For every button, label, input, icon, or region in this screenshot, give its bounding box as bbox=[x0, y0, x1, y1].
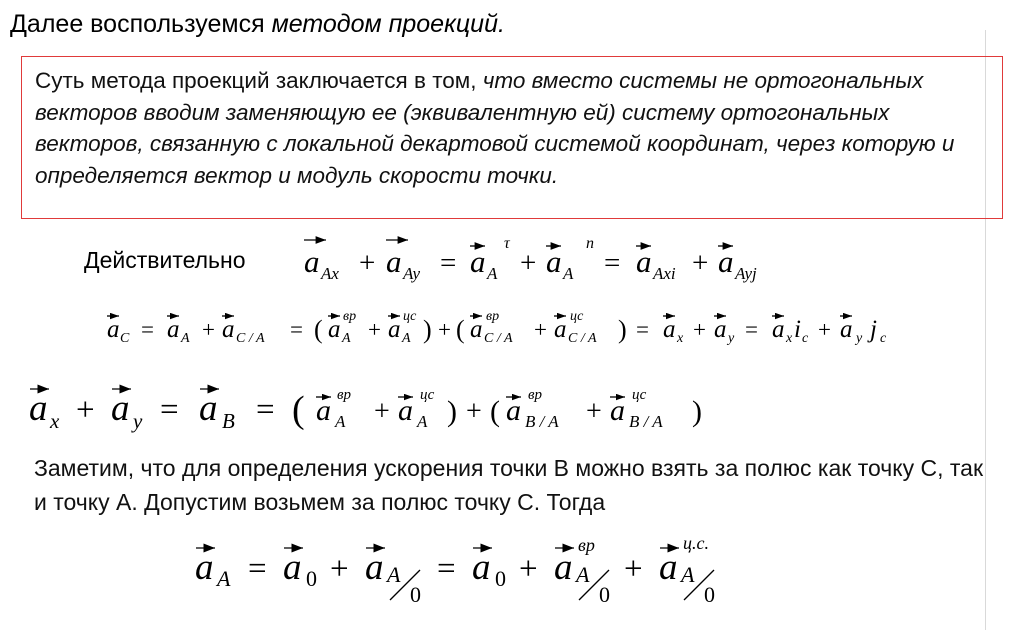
eq2-a-x: a bbox=[663, 316, 676, 343]
eq4-frac-0-3: 0 bbox=[704, 582, 715, 607]
eq2-sub-a-1: A bbox=[181, 331, 190, 346]
eq1-plus-2: + bbox=[520, 247, 537, 279]
equation-point-c bbox=[100, 304, 930, 354]
eq2-eq-3: = bbox=[636, 317, 649, 342]
eq2-sup-ts-2: цс bbox=[570, 309, 584, 324]
eq4-sup-vr: вр bbox=[578, 535, 595, 555]
eq2-eq-1: = bbox=[141, 317, 154, 342]
eq1-sub-a-2: A bbox=[563, 264, 574, 283]
eq2-sub-c: C bbox=[120, 331, 130, 346]
eq2-lparen-1: ( bbox=[314, 315, 323, 344]
note-paragraph: Заметим, что для определения ускорения точки В можно взять за полюс как точку С, так и точку А. Допустим возьмем за полюс точку С. Тогда bbox=[34, 455, 984, 515]
eq3-rparen-2: ) bbox=[692, 395, 702, 428]
eq2-sub-x-2: x bbox=[786, 331, 793, 346]
eq3-sup-ts-1: цс bbox=[420, 387, 435, 403]
eq4-eq-1: = bbox=[248, 551, 267, 587]
eq3-plus-4: + bbox=[586, 396, 602, 427]
eq4-plus-1: + bbox=[330, 551, 349, 587]
eq4-a-a: a bbox=[195, 547, 214, 588]
eq3-a-ts-ba: a bbox=[610, 394, 625, 427]
eq4-plus-2: + bbox=[519, 551, 538, 587]
eq2-plus-2: + bbox=[368, 317, 381, 342]
eq3-sub-b: B bbox=[222, 409, 235, 433]
eq4-frac-a-3: A bbox=[681, 562, 695, 587]
eq1-a-ax: a bbox=[304, 244, 320, 279]
eq1-a-n: a bbox=[546, 244, 562, 279]
eq2-unit-i: i bbox=[794, 316, 801, 343]
eq2-a-ts: a bbox=[388, 316, 401, 343]
equation-pole-c bbox=[190, 530, 750, 630]
definition-emphasis: что вместо системы не ортогональных векторов вводим заменяющую ее (эквивалентную ей) систему ортогональных векторов, связанную с локальной декартовой системой координат, через которую и определяется вектор и модуль скорости точки. bbox=[35, 68, 955, 188]
definition-box bbox=[21, 56, 1003, 219]
eq2-plus-3: + bbox=[438, 317, 451, 342]
eq4-sub-0-2: 0 bbox=[495, 566, 506, 591]
eq2-plus-6: + bbox=[818, 317, 831, 342]
eq4-sup-tsc: ц.с. bbox=[683, 533, 709, 553]
eq3-a-vr: a bbox=[316, 394, 331, 427]
eq2-plus-4: + bbox=[534, 317, 547, 342]
eq1-sub-ax: Ax bbox=[321, 264, 339, 283]
eq2-sub-a-3: A bbox=[402, 331, 411, 346]
eq2-sub-ca-2: C / A bbox=[484, 331, 513, 346]
eq3-plus-2: + bbox=[374, 396, 390, 427]
eq1-plus-1: + bbox=[359, 247, 376, 279]
eq3-eq-1: = bbox=[160, 392, 179, 428]
eq2-a-c: a bbox=[107, 316, 120, 343]
eq2-sup-vr-1: вр bbox=[343, 309, 357, 324]
eq1-sub-a-1: A bbox=[487, 264, 498, 283]
eq2-sub-a-2: A bbox=[342, 331, 351, 346]
eq4-a-tsc: a bbox=[659, 547, 678, 588]
eq2-sub-x: x bbox=[677, 331, 684, 346]
equation-point-b bbox=[20, 375, 740, 445]
eq3-rparen-1: ) bbox=[447, 395, 457, 428]
eq3-a-vr-ba: a bbox=[506, 394, 521, 427]
eq4-a-0: a bbox=[283, 547, 302, 588]
eq2-unit-j: j bbox=[870, 316, 877, 343]
eq2-rparen-2: ) bbox=[618, 315, 627, 344]
eq2-a-y: a bbox=[714, 316, 727, 343]
eq2-plus-5: + bbox=[693, 317, 706, 342]
eq3-sub-ba-2: B / A bbox=[629, 412, 663, 431]
definition-lead: Суть метода проекций заключается в том, bbox=[35, 68, 477, 93]
eq2-sub-y: y bbox=[728, 331, 735, 346]
slide-heading bbox=[10, 10, 505, 39]
eq3-sub-a-2: A bbox=[417, 412, 428, 431]
eq1-eq-2: = bbox=[604, 247, 621, 279]
eq4-a-a0: a bbox=[365, 547, 384, 588]
eq1-sub-ayj: Ayj bbox=[735, 264, 757, 283]
eq3-eq-2: = bbox=[256, 392, 275, 428]
eq4-sub-a: A bbox=[217, 566, 231, 591]
eq3-lparen-2: ( bbox=[490, 395, 500, 428]
eq2-lparen-2: ( bbox=[456, 315, 465, 344]
eq3-sub-ba-1: B / A bbox=[525, 412, 559, 431]
indeed-label: Действительно bbox=[84, 247, 246, 273]
eq2-a-y-jc: a bbox=[840, 316, 853, 343]
heading-emphasis: методом проекций. bbox=[271, 10, 505, 38]
eq2-unit-j-sub: c bbox=[880, 331, 887, 346]
eq2-sub-ca-1: C / A bbox=[236, 331, 265, 346]
eq1-sup-n: n bbox=[586, 235, 594, 252]
eq3-a-x: a bbox=[29, 388, 48, 429]
eq3-sup-vr-1: вр bbox=[337, 387, 352, 403]
eq3-plus-1: + bbox=[76, 392, 95, 428]
eq2-a-vr: a bbox=[328, 316, 341, 343]
eq4-frac-a-1: A bbox=[387, 562, 401, 587]
eq3-a-ts: a bbox=[398, 394, 413, 427]
heading-lead: Далее воспользуемся bbox=[10, 10, 265, 38]
eq3-sup-vr-2: вр bbox=[528, 387, 543, 403]
eq2-a-vr-ca: a bbox=[470, 316, 483, 343]
eq3-lparen-1: ( bbox=[292, 389, 305, 431]
eq2-plus-1: + bbox=[202, 317, 215, 342]
eq3-sub-y: y bbox=[133, 409, 143, 433]
eq1-a-ay: a bbox=[386, 244, 402, 279]
eq3-a-y: a bbox=[111, 388, 130, 429]
eq2-unit-i-sub: c bbox=[802, 331, 809, 346]
eq2-sup-ts-1: цс bbox=[403, 309, 417, 324]
eq1-plus-3: + bbox=[692, 247, 709, 279]
eq2-sub-ca-3: C / A bbox=[568, 331, 597, 346]
eq4-sub-0-1: 0 bbox=[306, 566, 317, 591]
eq3-plus-3: + bbox=[466, 396, 482, 427]
eq2-eq-2: = bbox=[290, 317, 303, 342]
eq2-rparen-1: ) bbox=[423, 315, 432, 344]
eq2-a-ca: a bbox=[222, 316, 235, 343]
eq1-sup-tau: τ bbox=[504, 235, 510, 252]
eq1-a-tau: a bbox=[470, 244, 486, 279]
eq1-sub-axi: Axi bbox=[653, 264, 676, 283]
eq4-a-0-2: a bbox=[472, 547, 491, 588]
eq2-sup-vr-2: вр bbox=[486, 309, 500, 324]
eq2-a-x-ic: a bbox=[772, 316, 785, 343]
eq4-eq-2: = bbox=[437, 551, 456, 587]
eq3-sub-x: x bbox=[50, 409, 60, 433]
eq4-plus-3: + bbox=[624, 551, 643, 587]
equation-acceleration-components bbox=[290, 228, 810, 298]
eq3-sub-a-1: A bbox=[335, 412, 346, 431]
eq4-frac-a-2: A bbox=[576, 562, 590, 587]
eq1-a-ayj: a bbox=[718, 244, 734, 279]
eq3-sup-ts-2: цс bbox=[632, 387, 647, 403]
eq1-eq-1: = bbox=[440, 247, 457, 279]
eq4-frac-0-2: 0 bbox=[599, 582, 610, 607]
eq2-a-a: a bbox=[167, 316, 180, 343]
eq1-a-axi: a bbox=[636, 244, 652, 279]
eq2-a-ts-ca: a bbox=[554, 316, 567, 343]
eq2-eq-4: = bbox=[745, 317, 758, 342]
eq1-sub-ay: Ay bbox=[403, 264, 420, 283]
eq3-a-b: a bbox=[199, 388, 218, 429]
eq4-frac-0-1: 0 bbox=[410, 582, 421, 607]
eq2-sub-y-2: y bbox=[856, 331, 863, 346]
eq4-a-vr: a bbox=[554, 547, 573, 588]
